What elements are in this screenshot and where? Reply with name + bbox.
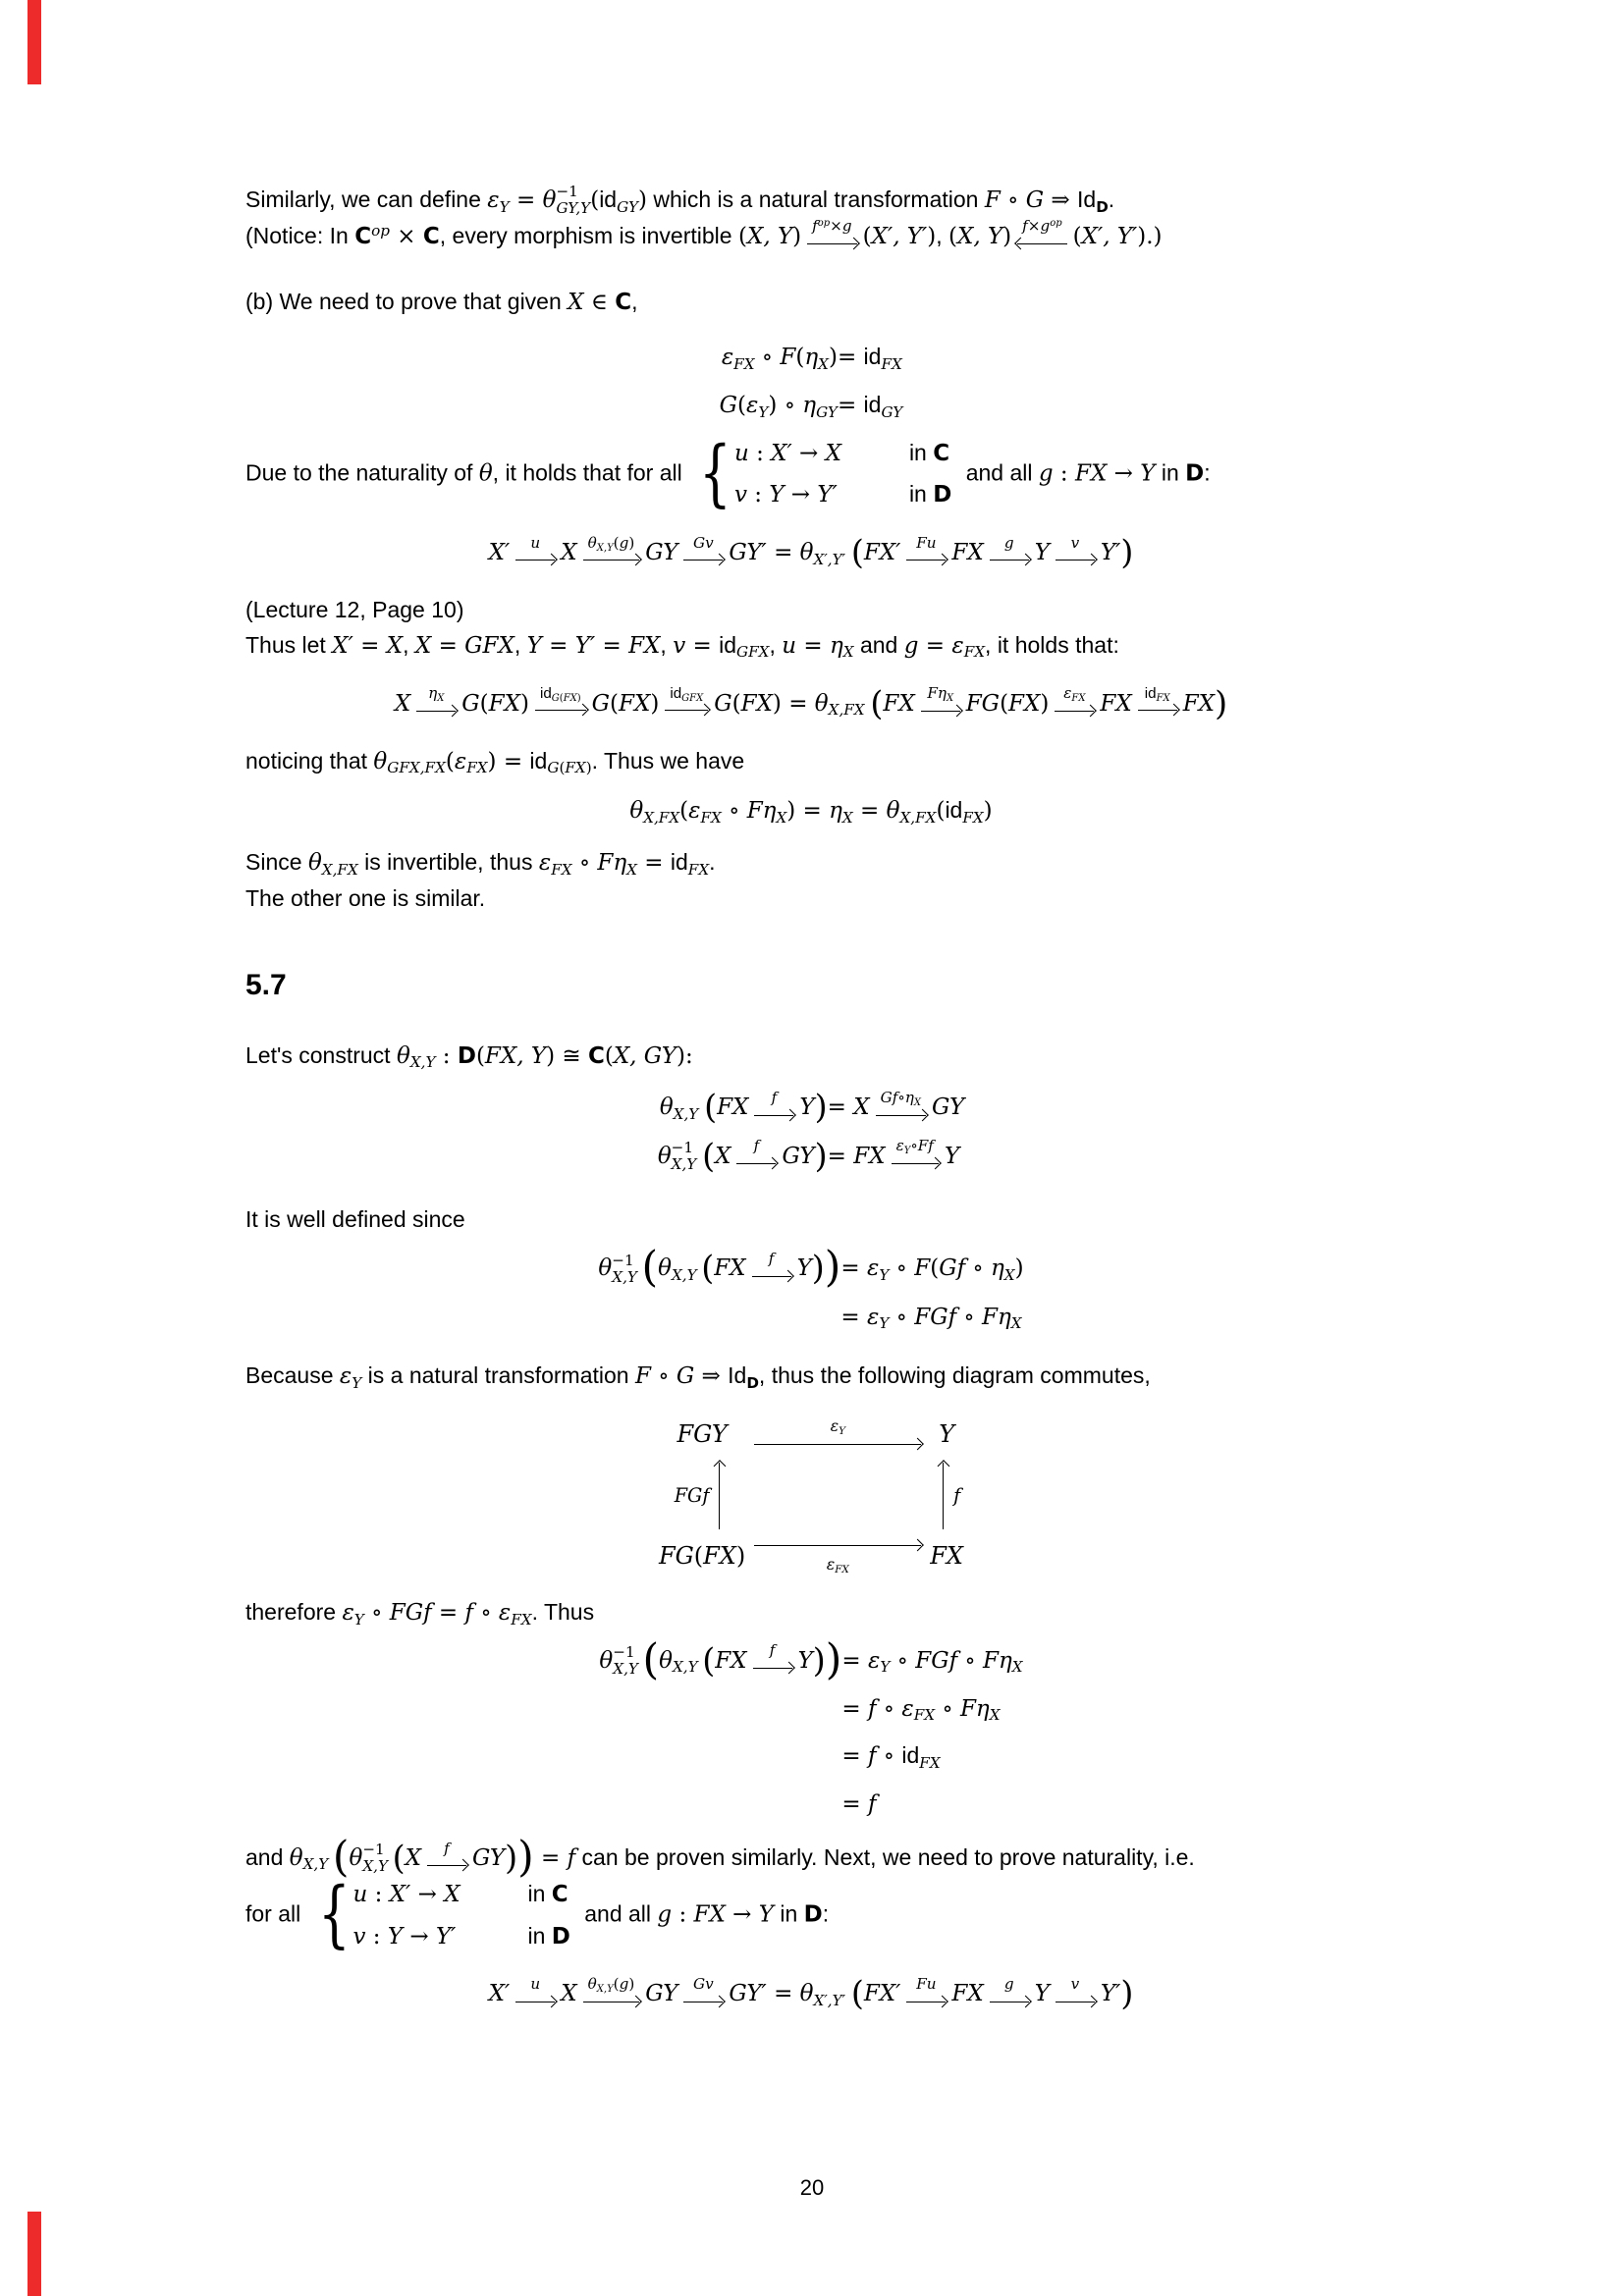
lecture-reference-line: (Lecture 12, Page 10) [245, 597, 464, 623]
equation-counit-unit-identities [720, 340, 903, 423]
diagram-top-arrow: $\varepsilon_Y$ [749, 1416, 926, 1454]
diagram-node-fgy: FGY [677, 1420, 728, 1449]
diagram-right-arrow [926, 1454, 967, 1538]
paragraph-construct-theta: Let's construct $\theta_{X,Y}$ : D(FX, Y) ≅ C(X, GY): [245, 1041, 693, 1072]
equation-theta-eta: $\theta_{X,FX}(\varepsilon_{FX}$ ∘ $F\eta_X) = \eta_X = \theta_{X,FX}(id_{FX})$ [629, 797, 993, 827]
equation-lhs: θ −1 X,Y ($\theta_{X,Y}$ (FX f Y)) [599, 1635, 842, 1684]
paragraph-noticing: noticing that $\theta_{GFX,FX}(\varepsilon_{FX}) = id_{G(FX)}$. Thus we have [245, 747, 745, 777]
paragraph-naturality-of-theta: Due to the naturality of θ, it holds that for all { u : X′ → X in C v : Y → Y′ in D and all g : FX → Y in D: [245, 432, 1211, 516]
equation-lhs: $\theta_{X,Y}$ (FX f Y) [659, 1088, 828, 1127]
paragraph-conclusion-b [245, 845, 1377, 916]
equation-inverse-composition [598, 1244, 1024, 1335]
diagram-node-fx: FX [930, 1542, 964, 1571]
equation-rhs: = $\varepsilon_Y$ ∘ FGf ∘ $F\eta_X$ [840, 1304, 1022, 1333]
equation-lhs [598, 1300, 840, 1336]
up-arrow [943, 1463, 944, 1529]
paragraph-lecture-reference [245, 593, 1377, 664]
other-similar-line: The other one is similar. [245, 884, 486, 911]
equation-lhs [599, 1787, 841, 1823]
equation-lhs: θ −1 X,Y ($\theta_{X,Y}$ (FX f Y)) [598, 1244, 841, 1293]
section-heading-5-7: 5.7 [245, 969, 287, 1002]
equation-substituted-naturality: X $\eta_X$ G(FX) $id_{G(FX)}$ G(FX) $id_{GFX}$ $G(FX) = \theta_{X,FX}$ (FX $F\eta_X$ FG(FX) $\varepsilon_{FX}$ FX $id_{FX}$ FX) [394, 683, 1228, 722]
equation-rhs: = FX $\varepsilon_Y\circ Ff$ Y [828, 1139, 965, 1175]
paragraph-therefore: therefore $\varepsilon_Y$ ∘ FGf = f ∘ $\varepsilon_{FX}$. Thus [245, 1599, 595, 1629]
equation-rhs: = X $Gf\circ\eta_X$ GY [828, 1090, 965, 1126]
paragraph-well-defined: It is well defined since [245, 1205, 465, 1232]
page-number: 20 [799, 2175, 825, 2200]
commutative-diagram [655, 1416, 967, 1575]
red-edge-marker-top [27, 0, 41, 84]
equation-rhs: = f [841, 1791, 877, 1818]
equation-rhs: = $id_{GY}$ [837, 392, 903, 421]
paragraph-naturality-setup [245, 1833, 1377, 1957]
paragraph-line: (Notice: In $C^{op} \times C$, every morphism is invertible (X, Y) $f^{op}\times g$ (X′, Y′), (X, Y) $f\times g^{op}$ (X′, Y′).) [245, 219, 1377, 255]
equation-derivation [599, 1635, 1023, 1823]
and-theta-line: and $\theta_{X,Y}$ (θ −1 X,Y (X f GY)) = f can be proven similarly. Next, we need to prove naturality, i.e. [245, 1833, 1195, 1882]
equation-naturality-final: X′ u X $\theta_{X,Y}(g)$ GY Gv $GY' = \theta_{X',Y'}$ (FX′ Fu FX g Y v Y′) [488, 1974, 1134, 2013]
paragraph-epsilon-definition [245, 183, 1377, 255]
diagram-node-fgfx: FG(FX) [658, 1542, 746, 1571]
equation-lhs [599, 1738, 841, 1775]
equation-naturality: X′ u X $\theta_{X,Y}(g)$ GY Gv $GY' = \theta_{X',Y'}$ (FX′ Fu FX g Y v Y′) [488, 533, 1134, 572]
diagram-left-arrow-label: FGf [674, 1484, 710, 1508]
equation-theta-definition [658, 1090, 964, 1174]
paragraph-part-b: (b) We need to prove that given X ∈ C, [245, 288, 638, 315]
diagram-right-arrow-label: f [953, 1484, 961, 1508]
up-arrow [719, 1463, 720, 1529]
equation-rhs: = $id_{FX}$ [837, 344, 902, 374]
since-invertible-line: Since $\theta_{X,FX}$ is invertible, thus $\varepsilon_{FX}$ ∘ $F\eta_X = id_{FX}$. [245, 848, 716, 879]
diagram-bottom-arrow: $\varepsilon_{FX}$ [749, 1538, 926, 1575]
equation-lhs [599, 1691, 841, 1728]
equation-rhs: = $\varepsilon_Y$ ∘ F(Gf ∘ $\eta_X$) [840, 1255, 1024, 1284]
equation-lhs: θ −1 X,Y (X f GY) [657, 1136, 828, 1175]
diagram-left-arrow [655, 1454, 749, 1538]
substitution-line: Thus let X′ = X, X = GFX, Y = Y′ = FX, $v = id_{GFX}$, $u = \eta_X$ and $g = \varepsilon_{FX}$, it holds that: [245, 631, 1119, 662]
diagram-node-y: Y [939, 1420, 955, 1449]
equation-rhs: = f ∘ $\varepsilon_{FX}$ ∘ $F\eta_X$ [841, 1695, 1001, 1725]
page-content [245, 183, 1377, 2034]
equation-lhs: $G(\varepsilon_Y)$ ∘ $\eta_{GY}$ [719, 393, 838, 421]
red-edge-marker-bottom [27, 2212, 41, 2296]
equation-rhs: = f ∘ $id_{FX}$ [841, 1742, 941, 1773]
equation-rhs: = $\varepsilon_Y$ ∘ FGf ∘ $F\eta_X$ [841, 1647, 1023, 1677]
equation-lhs: $\varepsilon_{FX}$ ∘ $F(\eta_X)$ [721, 345, 838, 374]
paragraph-line: Similarly, we can define $\varepsilon_Y = \theta$ −1 GY,Y $(id_{GY})$ which is a natural transformation F ∘ G ⇒ $Id_D$. [245, 183, 1115, 218]
for-all-line: for all { u : X′ → X in C v : Y → Y′ in D and all g : FX → Y in D: [245, 1873, 830, 1957]
paragraph-because-epsilon: Because $\varepsilon_Y$ is a natural transformation F ∘ G ⇒ $Id_D$, thus the following diagram commutes, [245, 1362, 1151, 1392]
